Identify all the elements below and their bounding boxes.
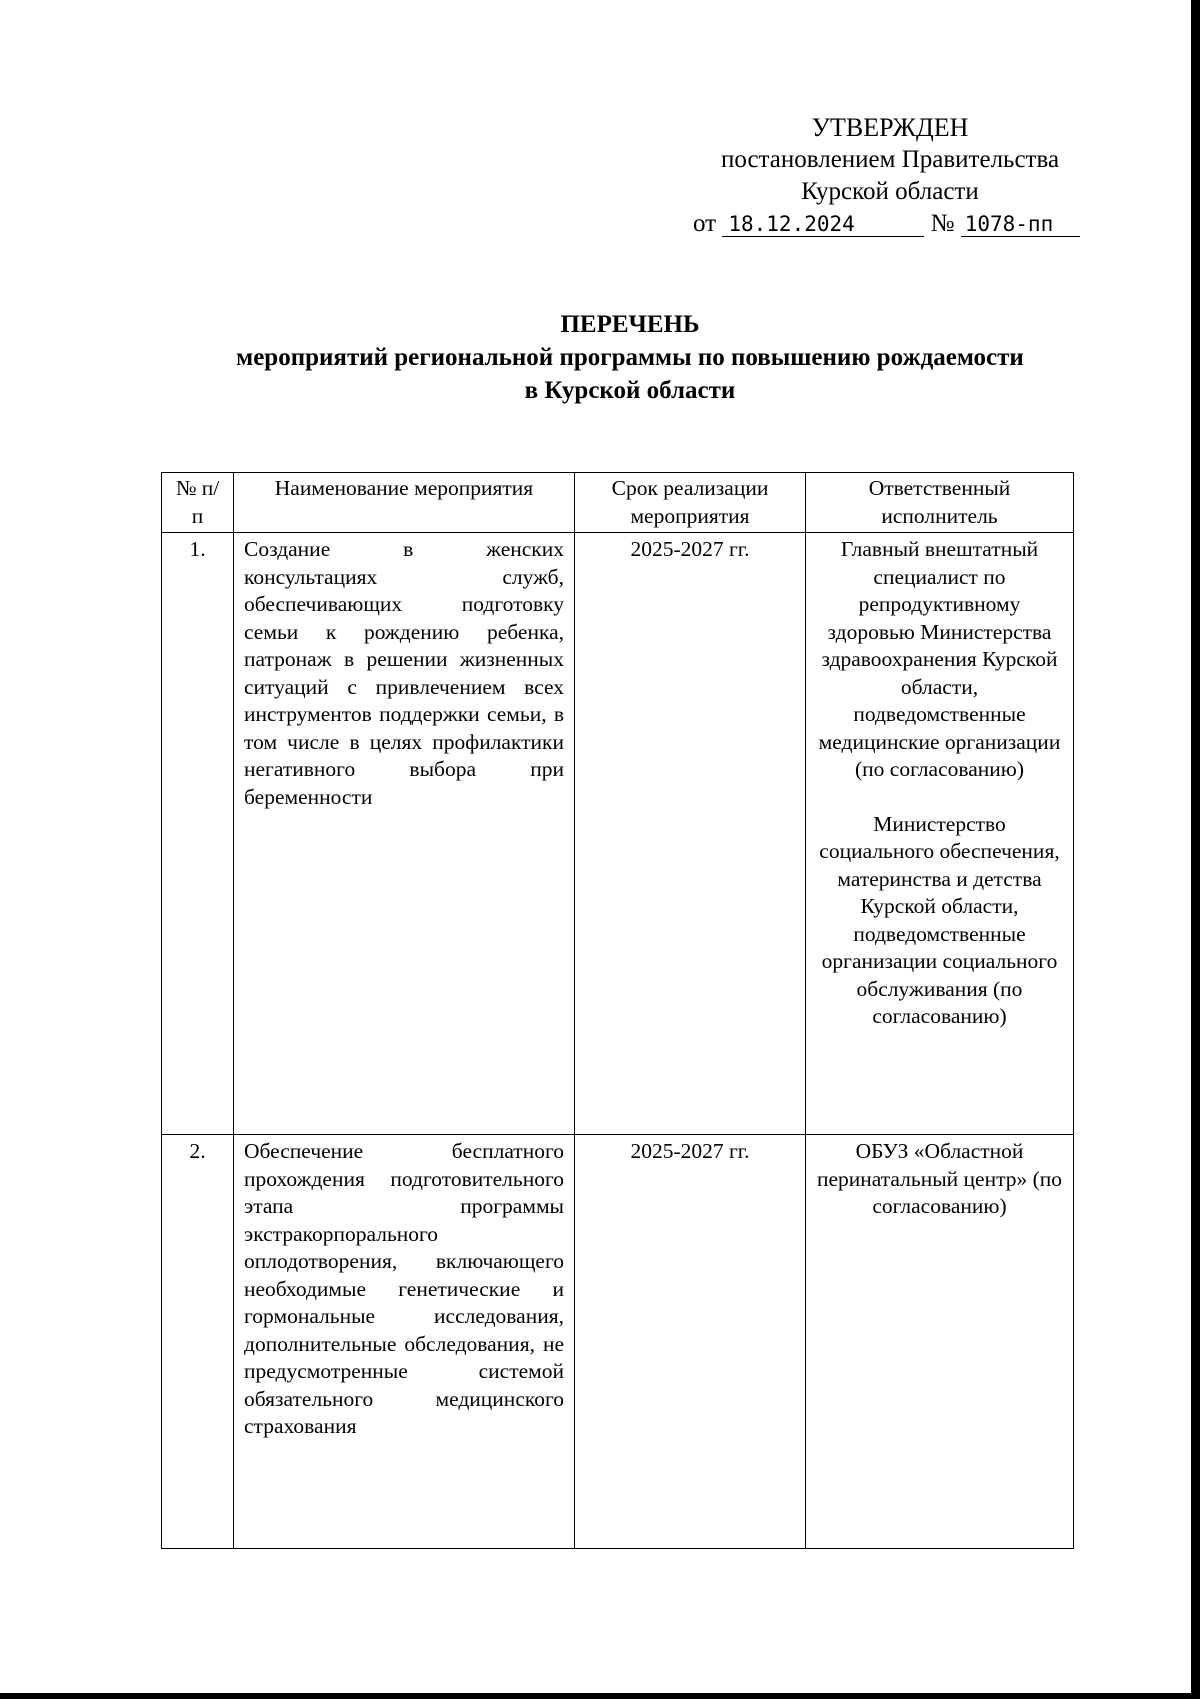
- approval-date-line: [690, 208, 1090, 240]
- row-responsible: [806, 1135, 1074, 1549]
- date-prefix: от: [693, 210, 717, 237]
- table-row: [162, 1135, 1074, 1549]
- row-responsible: [806, 533, 1074, 1135]
- approval-stamp: [690, 112, 1090, 240]
- table-header-row: [162, 473, 1074, 533]
- approval-number: 1078-пп: [961, 212, 1080, 237]
- heading-line-3: в Курской области: [524, 377, 736, 404]
- header-name: Наименование мероприятия: [234, 473, 575, 533]
- header-responsible: Ответственный исполнитель: [806, 473, 1074, 533]
- page-frame-right: [1191, 0, 1200, 1699]
- responsible-entry: ОБУЗ «Областной перинатальный центр» (по согласованию): [816, 1139, 1063, 1218]
- approval-line-3: Курской области: [801, 178, 979, 205]
- row-name: Обеспечение бесплатного прохождения подготовительного этапа программы экстракорпорального оплодотворения, включающего необходимые генетические и гормональные исследования, дополнительные обследования, не предусмотренные системой обязательного медицинского страхования: [234, 1135, 575, 1549]
- approval-title: УТВЕРЖДЕН: [811, 113, 969, 142]
- row-term: 2025-2027 гг.: [575, 533, 806, 1135]
- row-num: 1.: [162, 533, 234, 1135]
- header-num: № п/п: [162, 473, 234, 533]
- header-term: Срок реализации мероприятия: [575, 473, 806, 533]
- measures-table: [161, 472, 1074, 1549]
- responsible-entry: Министерство социального обеспечения, материнства и детства Курской области, подведомственные организации социального обслуживания (по согласованию): [819, 811, 1060, 1028]
- row-num: 2.: [162, 1135, 234, 1549]
- document-heading: [150, 308, 1110, 407]
- heading-title: ПЕРЕЧЕНЬ: [560, 311, 700, 338]
- responsible-entry: Главный внештатный специалист по репродуктивному здоровью Министерства здравоохранения Курской области, подведомственные медицинские организации (по согласованию): [818, 537, 1061, 781]
- page-frame-bottom: [0, 1693, 1200, 1699]
- approval-date: 18.12.2024: [722, 212, 924, 237]
- row-term: 2025-2027 гг.: [575, 1135, 806, 1549]
- approval-line-2: постановлением Правительства: [720, 146, 1060, 173]
- row-name: Создание в женских консультациях служб, обеспечивающих подготовку семьи к рождению ребенка, патронаж в решении жизненных ситуаций с привлечением всех инструментов поддержки семьи, в том числе в целях профилактики негативного выбора при беременности: [234, 533, 575, 1135]
- table-row: [162, 533, 1074, 1135]
- number-prefix: №: [930, 210, 955, 237]
- heading-line-2: мероприятий региональной программы по повышению рождаемости: [236, 344, 1024, 371]
